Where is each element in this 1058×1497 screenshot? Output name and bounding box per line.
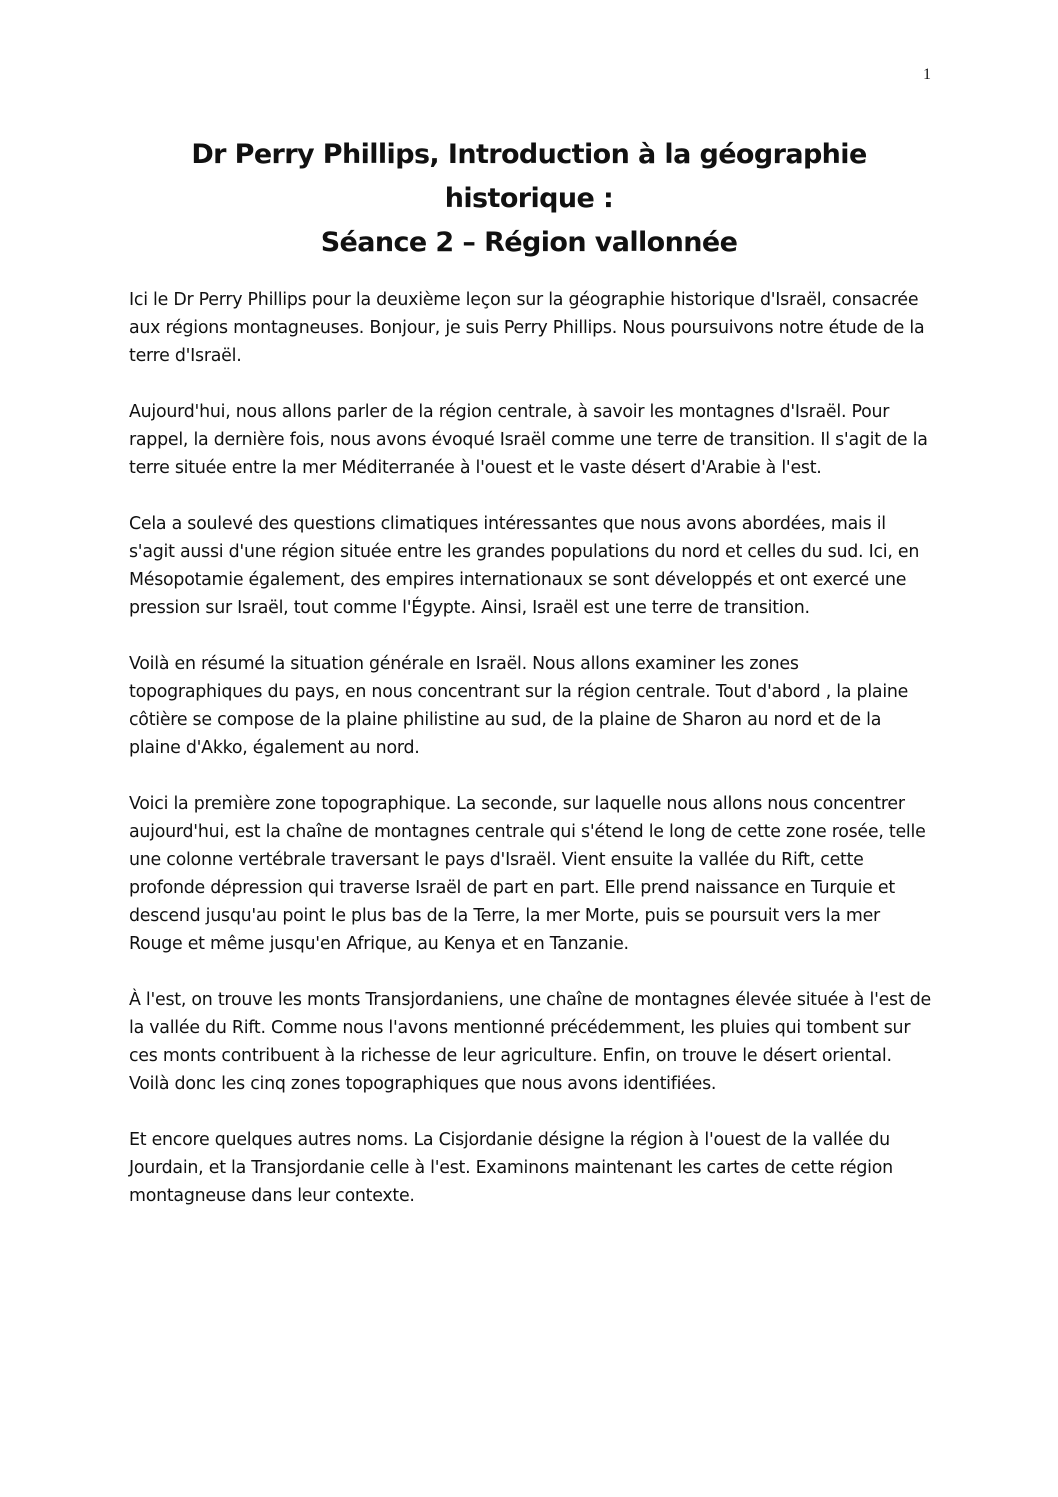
paragraph-3: Cela a soulevé des questions climatiques intéressantes que nous avons abordées, mais il s'agit aussi d'une région située entre les grandes populations du nord et celles du sud. Ici, en Mésopotamie également, des empires internationaux se sont développés et ont exercé une pression sur Israël, tout comme l'Égypte. Ainsi, Israël est une terre de transition. xyxy=(129,514,920,618)
title-line-3: Séance 2 – Région vallonnée xyxy=(320,227,738,258)
title-line-1: Dr Perry Phillips, Introduction à la géographie xyxy=(191,139,867,170)
paragraph-2: Aujourd'hui, nous allons parler de la région centrale, à savoir les montagnes d'Israël. Pour rappel, la dernière fois, nous avons évoqué Israël comme une terre de transition. Il s'agit de la terre située entre la mer Méditerranée à l'ouest et le vaste désert d'Arabie à l'est. xyxy=(129,402,928,478)
document-body xyxy=(129,286,933,1238)
paragraph-5: Voici la première zone topographique. La seconde, sur laquelle nous allons nous concentrer aujourd'hui, est la chaîne de montagnes centrale qui s'étend le long de cette zone rosée, telle une colonne vertébrale traversant le pays d'Israël. Vient ensuite la vallée du Rift, cette profonde dépression qui traverse Israël de part en part. Elle prend naissance en Turquie et descend jusqu'au point le plus bas de la Terre, la mer Morte, puis se poursuit vers la mer Rouge et même jusqu'en Afrique, au Kenya et en Tanzanie. xyxy=(129,794,926,954)
paragraph-1: Ici le Dr Perry Phillips pour la deuxième leçon sur la géographie historique d'Israël, consacrée aux régions montagneuses. Bonjour, je suis Perry Phillips. Nous poursuivons notre étude de la terre d'Israël. xyxy=(129,290,925,366)
paragraph-7: Et encore quelques autres noms. La Cisjordanie désigne la région à l'ouest de la vallée du Jourdain, et la Transjordanie celle à l'est. Examinons maintenant les cartes de cette région montagneuse dans leur contexte. xyxy=(129,1130,893,1206)
title-line-2: historique : xyxy=(444,183,614,214)
paragraph-4: Voilà en résumé la situation générale en Israël. Nous allons examiner les zones topographiques du pays, en nous concentrant sur la région centrale. Tout d'abord , la plaine côtière se compose de la plaine philistine au sud, de la plaine de Sharon au nord et de la plaine d'Akko, également au nord. xyxy=(129,654,909,758)
paragraph-6: À l'est, on trouve les monts Transjordaniens, une chaîne de montagnes élevée située à l'est de la vallée du Rift. Comme nous l'avons mentionné précédemment, les pluies qui tombent sur ces monts contribuent à la richesse de leur agriculture. Enfin, on trouve le désert oriental. Voilà donc les cinq zones topographiques que nous avons identifiées. xyxy=(129,990,931,1094)
page-number: 1 xyxy=(923,66,931,83)
page-title xyxy=(129,133,929,265)
